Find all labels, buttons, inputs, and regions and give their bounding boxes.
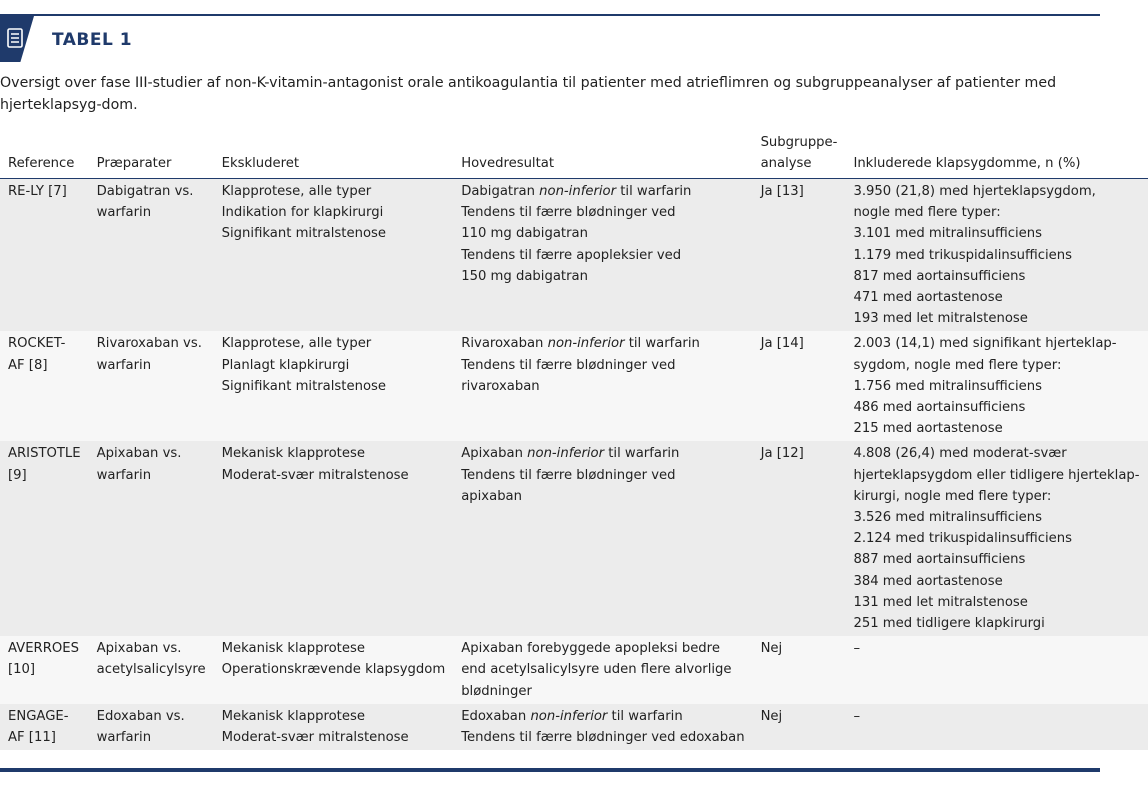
cell-line: rivaroxaban bbox=[461, 378, 540, 394]
cell-line: Apixaban vs. bbox=[96, 446, 182, 462]
cell-line: Klapprotese, alle typer bbox=[221, 184, 372, 199]
cell-line: Operationskrævende klapsygdom bbox=[221, 662, 446, 678]
cell-line: Indikation for klapkirurgi bbox=[221, 205, 384, 221]
italic-term: non-inferior bbox=[547, 336, 625, 352]
cell-included bbox=[845, 179, 1147, 332]
cell-line: 215 med aortastenose bbox=[853, 421, 1003, 437]
cell-line: Dabigatran vs. bbox=[96, 184, 194, 199]
cell-line: Tendens til færre blødninger ved bbox=[461, 467, 676, 483]
cell-line: Mekanisk klapprotese bbox=[221, 641, 365, 657]
cell-main-result bbox=[453, 179, 752, 332]
cell-line: 1.756 med mitralinsufficiens bbox=[853, 378, 1043, 394]
cell-line: Rivaroxaban non-inferior til warfarin bbox=[461, 336, 700, 352]
table-caption: Oversigt over fase III-studier af non-K-vitamin-antagonist orale antikoagulantia til patienter med atrieflimren og subgruppeanalyser af patienter med hjerteklapsyg-dom. bbox=[0, 75, 1057, 113]
cell-line: warfarin bbox=[96, 205, 152, 221]
cell-line: 2.003 (14,1) med signifikant hjerteklap- bbox=[853, 336, 1117, 352]
column-header-subgroup bbox=[753, 132, 846, 179]
cell-line: Edoxaban vs. bbox=[96, 708, 185, 724]
cell-line: Moderat-svær mitralstenose bbox=[221, 730, 409, 746]
cell-preparations bbox=[89, 179, 214, 332]
table-title: TABEL 1 bbox=[52, 30, 133, 50]
cell-line: 3.950 (21,8) med hjerteklapsygdom, bbox=[853, 184, 1096, 199]
italic-term: non-inferior bbox=[527, 446, 605, 462]
cell-line: apixaban bbox=[461, 488, 522, 504]
cell-preparations bbox=[89, 636, 214, 704]
cell-reference: RE-LY [7] bbox=[0, 179, 89, 332]
cell-line: 150 mg dabigatran bbox=[461, 268, 588, 284]
cell-line: warfarin bbox=[96, 357, 152, 373]
cell-line: blødninger bbox=[461, 683, 532, 699]
cell-line: 817 med aortainsufficiens bbox=[853, 268, 1026, 284]
table-header-band bbox=[0, 16, 1100, 62]
cell-main-result bbox=[453, 331, 752, 441]
column-header-subgroup-line2: analyse bbox=[760, 156, 812, 171]
cell-line: Moderat-svær mitralstenose bbox=[221, 467, 409, 483]
cell-line: 3.101 med mitralinsufficiens bbox=[853, 226, 1043, 242]
cell-line: acetylsalicylsyre bbox=[96, 662, 206, 678]
cell-line: Tendens til færre blødninger ved edoxaban bbox=[461, 730, 745, 746]
cell-subgroup: Ja [14] bbox=[753, 331, 846, 441]
cell-reference: ENGAGE-AF [11] bbox=[0, 704, 89, 750]
cell-line: Mekanisk klapprotese bbox=[221, 446, 365, 462]
cell-main-result bbox=[453, 704, 752, 750]
cell-line: Apixaban forebyggede apopleksi bedre bbox=[461, 641, 720, 657]
table-header-row bbox=[0, 132, 1148, 179]
cell-line: 110 mg dabigatran bbox=[461, 226, 588, 242]
cell-line: Tendens til færre blødninger ved bbox=[461, 357, 676, 373]
cell-line: 251 med tidligere klapkirurgi bbox=[853, 616, 1045, 632]
cell-included bbox=[845, 441, 1147, 636]
cell-line: Klapprotese, alle typer bbox=[221, 336, 372, 352]
cell-line: kirurgi, nogle med flere typer: bbox=[853, 488, 1052, 504]
cell-main-result bbox=[453, 441, 752, 636]
document-list-icon bbox=[7, 28, 23, 48]
cell-preparations bbox=[89, 331, 214, 441]
cell-line: 193 med let mitralstenose bbox=[853, 311, 1028, 327]
cell-excluded bbox=[214, 441, 454, 636]
cell-line: Apixaban non-inferior til warfarin bbox=[461, 446, 680, 462]
italic-term: non-inferior bbox=[530, 708, 608, 724]
cell-line: warfarin bbox=[96, 467, 152, 483]
bottom-rule bbox=[0, 768, 1100, 772]
cell-line: Apixaban vs. bbox=[96, 641, 182, 657]
cell-excluded bbox=[214, 704, 454, 750]
cell-line: Rivaroxaban vs. bbox=[96, 336, 202, 352]
studies-table bbox=[0, 132, 1148, 750]
cell-line: Tendens til færre blødninger ved bbox=[461, 205, 676, 221]
cell-included bbox=[845, 331, 1147, 441]
table-row bbox=[0, 441, 1148, 636]
cell-line: sygdom, nogle med flere typer: bbox=[853, 357, 1062, 373]
column-header-subgroup-line1: Subgruppe- bbox=[760, 135, 838, 150]
cell-line: 1.179 med trikuspidalinsufficiens bbox=[853, 247, 1073, 263]
cell-line: 486 med aortainsufficiens bbox=[853, 400, 1026, 416]
cell-excluded bbox=[214, 179, 454, 332]
cell-line: 384 med aortastenose bbox=[853, 573, 1003, 589]
cell-subgroup: Ja [12] bbox=[753, 441, 846, 636]
cell-line: hjerteklapsygdom eller tidligere hjerteklap- bbox=[853, 467, 1140, 483]
cell-line: – bbox=[853, 708, 861, 724]
cell-line: 4.808 (26,4) med moderat-svær bbox=[853, 446, 1067, 462]
column-header-reference: Reference bbox=[0, 132, 89, 179]
cell-line: 3.526 med mitralinsufficiens bbox=[853, 510, 1043, 526]
cell-subgroup: Nej bbox=[753, 704, 846, 750]
cell-subgroup: Nej bbox=[753, 636, 846, 704]
cell-line: warfarin bbox=[96, 730, 152, 746]
cell-preparations bbox=[89, 441, 214, 636]
table-row bbox=[0, 704, 1148, 750]
cell-line: nogle med flere typer: bbox=[853, 205, 1001, 221]
cell-line: 2.124 med trikuspidalinsufficiens bbox=[853, 531, 1073, 547]
cell-line: Dabigatran non-inferior til warfarin bbox=[461, 184, 692, 199]
column-header-main-result: Hovedresultat bbox=[453, 132, 752, 179]
cell-line: end acetylsalicylsyre uden flere alvorlige bbox=[461, 662, 732, 678]
cell-line: – bbox=[853, 641, 861, 657]
cell-included bbox=[845, 636, 1147, 704]
cell-reference: ROCKET-AF [8] bbox=[0, 331, 89, 441]
cell-line: 131 med let mitralstenose bbox=[853, 594, 1028, 610]
cell-line: Planlagt klapkirurgi bbox=[221, 357, 350, 373]
cell-line: 471 med aortastenose bbox=[853, 290, 1003, 306]
cell-reference: AVERROES [10] bbox=[0, 636, 89, 704]
cell-excluded bbox=[214, 636, 454, 704]
cell-reference: ARISTOTLE [9] bbox=[0, 441, 89, 636]
cell-line: 887 med aortainsufficiens bbox=[853, 552, 1026, 568]
cell-included bbox=[845, 704, 1147, 750]
column-header-preparations: Præparater bbox=[89, 132, 214, 179]
column-header-excluded: Ekskluderet bbox=[214, 132, 454, 179]
cell-line: Signifikant mitralstenose bbox=[221, 378, 386, 394]
table-row bbox=[0, 179, 1148, 332]
table-row bbox=[0, 636, 1148, 704]
table-row bbox=[0, 331, 1148, 441]
cell-line: Edoxaban non-inferior til warfarin bbox=[461, 708, 683, 724]
cell-preparations bbox=[89, 704, 214, 750]
cell-line: Tendens til færre apopleksier ved bbox=[461, 247, 682, 263]
column-header-included: Inkluderede klapsygdomme, n (%) bbox=[845, 132, 1147, 179]
cell-line: Mekanisk klapprotese bbox=[221, 708, 365, 724]
cell-line: Signifikant mitralstenose bbox=[221, 226, 386, 242]
cell-excluded bbox=[214, 331, 454, 441]
italic-term: non-inferior bbox=[539, 184, 617, 199]
cell-main-result bbox=[453, 636, 752, 704]
cell-subgroup: Ja [13] bbox=[753, 179, 846, 332]
table-body bbox=[0, 179, 1148, 751]
